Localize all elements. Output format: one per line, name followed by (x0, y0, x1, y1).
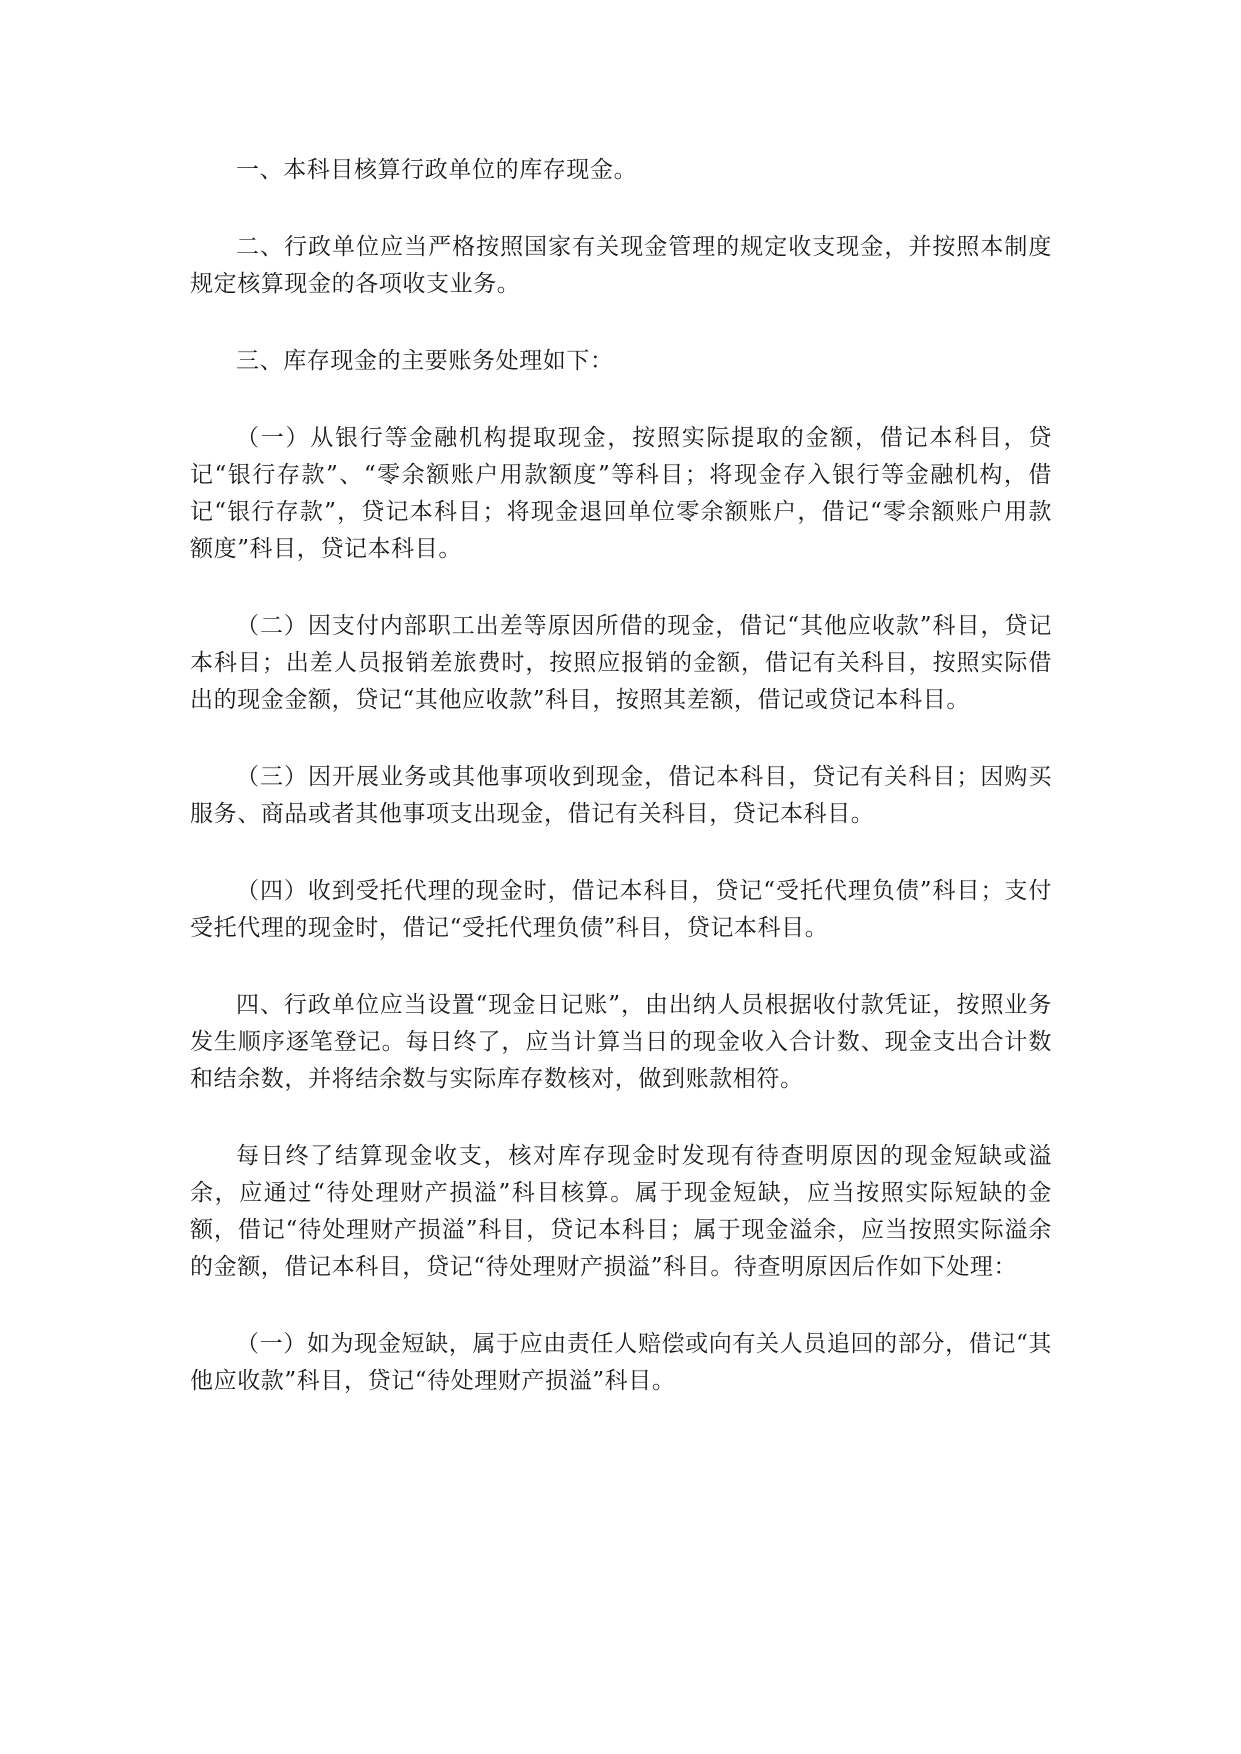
paragraph-1: 一、本科目核算行政单位的库存现金。 (236, 157, 638, 183)
paragraph-8: 四、行政单位应当设置“现金日记账”，由出纳人员根据收付款凭证，按照业务发生顺序逐笔登记。每日终了，应当计算当日的现金收入合计数、现金支出合计数和结余数，并将结余数与实际库存数核对，做到账款相符。 (190, 992, 1052, 1092)
paragraph-6: （三）因开展业务或其他事项收到现金，借记本科目，贷记有关科目；因购买服务、商品或者其他事项支出现金，借记有关科目，贷记本科目。 (190, 764, 1052, 827)
paragraph-4: （一）从银行等金融机构提取现金，按照实际提取的金额，借记本科目，贷记“银行存款”、“零余额账户用款额度”等科目；将现金存入银行等金融机构，借记“银行存款”，贷记本科目；将现金退回单位零余额账户，借记“零余额账户用款额度”科目，贷记本科目。 (190, 425, 1052, 562)
document-body (190, 152, 1052, 1400)
paragraph-7: （四）收到受托代理的现金时，借记本科目，贷记“受托代理负债”科目；支付受托代理的现金时，借记“受托代理负债”科目，贷记本科目。 (190, 878, 1052, 941)
paragraph-9: 每日终了结算现金收支，核对库存现金时发现有待查明原因的现金短缺或溢余，应通过“待处理财产损溢”科目核算。属于现金短缺，应当按照实际短缺的金额，借记“待处理财产损溢”科目，贷记本科目；属于现金溢余，应当按照实际溢余的金额，借记本科目，贷记“待处理财产损溢”科目。待查明原因后作如下处理： (190, 1143, 1052, 1280)
paragraph-5: （二）因支付内部职工出差等原因所借的现金，借记“其他应收款”科目，贷记本科目；出差人员报销差旅费时，按照应报销的金额，借记有关科目，按照实际借出的现金金额，贷记“其他应收款”科目，按照其差额，借记或贷记本科目。 (190, 613, 1052, 713)
paragraph-3: 三、库存现金的主要账务处理如下： (236, 348, 614, 374)
paragraph-10: （一）如为现金短缺，属于应由责任人赔偿或向有关人员追回的部分，借记“其他应收款”科目，贷记“待处理财产损溢”科目。 (190, 1331, 1052, 1394)
paragraph-2: 二、行政单位应当严格按照国家有关现金管理的规定收支现金，并按照本制度规定核算现金的各项收支业务。 (190, 234, 1052, 297)
